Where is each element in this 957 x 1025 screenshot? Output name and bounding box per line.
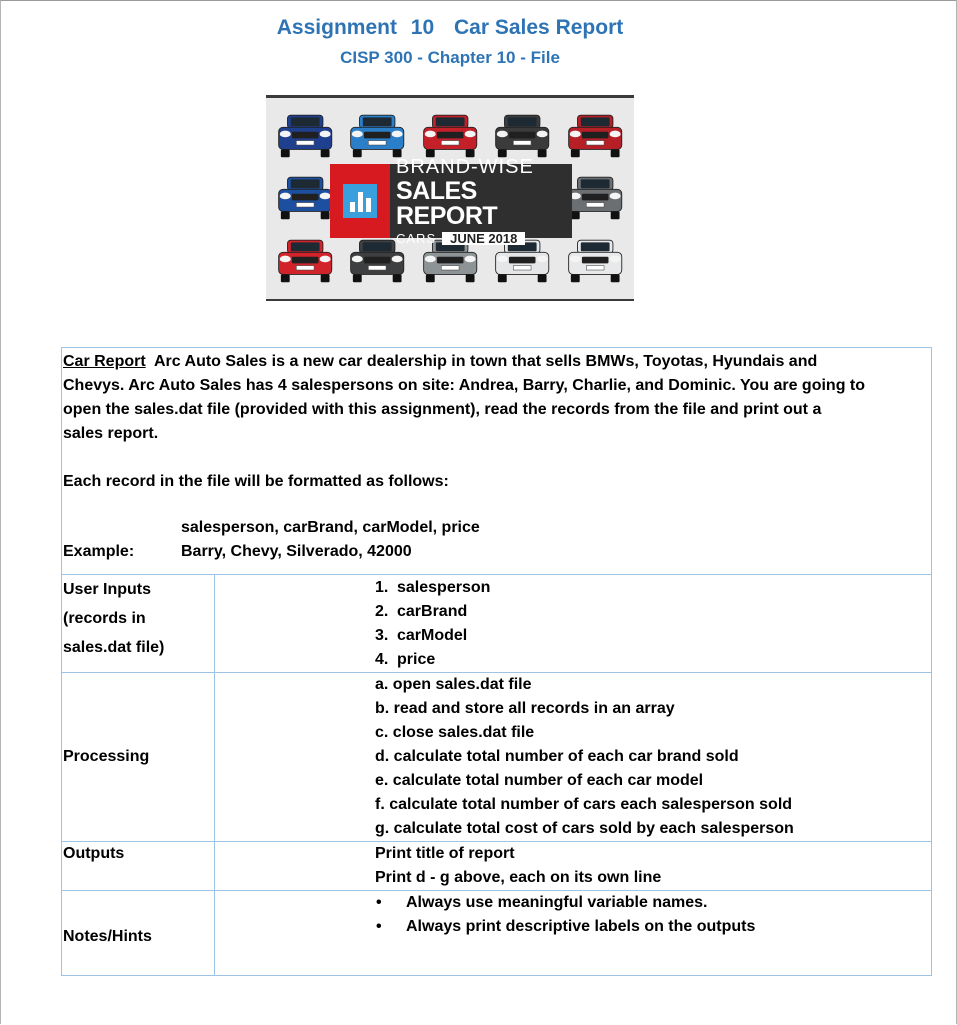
inputs-list-cell — [215, 575, 932, 673]
processing-list — [375, 673, 930, 841]
processing-label: Processing — [62, 673, 215, 842]
title-prefix: Assignment — [276, 16, 397, 39]
car-thumbnail-icon — [272, 108, 338, 164]
notes-list-cell — [215, 891, 932, 976]
car-thumbnail-icon — [272, 170, 338, 226]
page-title — [0, 16, 900, 40]
assignment-spec-table — [61, 347, 932, 976]
banner-line-2: SALES REPORT — [396, 177, 498, 230]
inputs-label-line: sales.dat file) — [63, 639, 165, 656]
processing-row — [62, 673, 932, 842]
example-value: Barry, Chevy, Silverado, 42000 — [181, 543, 412, 560]
bullet-icon: • — [376, 894, 382, 911]
format-description: Each record in the file will be formatted as follows: — [63, 473, 449, 490]
page-subtitle: CISP 300 - Chapter 10 - File — [340, 48, 560, 67]
list-item: b. read and store all records in an array — [375, 700, 675, 717]
car-thumbnail-icon — [562, 108, 628, 164]
banner-cars-label: CARS — [396, 231, 437, 246]
outputs-row — [62, 842, 932, 891]
banner-date: JUNE 2018 — [442, 232, 525, 245]
intro-paragraph — [63, 350, 930, 446]
intro-line: sales report. — [63, 425, 159, 442]
list-item: 4. price — [375, 651, 436, 668]
list-item: e. calculate total number of each car model — [375, 772, 704, 789]
inputs-list — [365, 576, 930, 672]
outputs-list-cell — [215, 842, 932, 891]
banner-text — [390, 157, 572, 245]
inputs-label-line: User Inputs — [63, 581, 152, 598]
format-fields: salesperson, carBrand, carModel, price — [181, 519, 480, 536]
list-item: d. calculate total number of each car brand sold — [375, 748, 739, 765]
car-report-heading: Car Report — [63, 353, 146, 370]
inputs-label — [62, 575, 215, 673]
processing-list-cell — [215, 673, 932, 842]
example-block — [63, 516, 930, 564]
outputs-label: Outputs — [62, 842, 215, 891]
title-suffix: Car Sales Report — [454, 16, 624, 39]
list-item: 2. carBrand — [375, 603, 468, 620]
inputs-row — [62, 575, 932, 673]
list-item: • Always print descriptive labels on the outputs — [370, 915, 930, 939]
example-label: Example: — [63, 543, 135, 560]
list-item: 3. carModel — [375, 627, 468, 644]
list-item: • Always use meaningful variable names. — [370, 891, 930, 915]
banner-line-1: BRAND-WISE — [396, 156, 534, 178]
sales-report-banner-image — [266, 95, 634, 301]
notes-row — [62, 891, 932, 976]
list-item: a. open sales.dat file — [375, 676, 532, 693]
list-item: Print title of report — [375, 845, 515, 862]
bullet-icon: • — [376, 918, 382, 935]
notes-list — [370, 891, 930, 939]
intro-line: open the sales.dat file (provided with this assignment), read the records from the file and print out a — [63, 401, 822, 418]
list-item: f. calculate total number of cars each salesperson sold — [375, 796, 793, 813]
notes-label: Notes/Hints — [62, 891, 215, 976]
inputs-label-line: (records in — [63, 610, 146, 627]
list-item: 1. salesperson — [375, 579, 491, 596]
banner-center-panel — [330, 156, 572, 246]
intro-row — [62, 348, 932, 575]
list-item: Print d - g above, each on its own line — [375, 869, 662, 886]
car-thumbnail-icon — [272, 233, 338, 289]
banner-line-3 — [396, 232, 572, 245]
chart-logo-icon — [330, 164, 390, 238]
intro-cell — [62, 348, 932, 575]
intro-line: Arc Auto Sales is a new car dealership in town that sells BMWs, Toyotas, Hyundais and — [153, 353, 818, 370]
list-item: g. calculate total cost of cars sold by each salesperson — [375, 820, 794, 837]
list-item: c. close sales.dat file — [375, 724, 535, 741]
assignment-number: 10 — [410, 16, 435, 39]
intro-line: Chevys. Arc Auto Sales has 4 salespersons on site: Andrea, Barry, Charlie, and Dominic. You are going to — [63, 377, 866, 394]
